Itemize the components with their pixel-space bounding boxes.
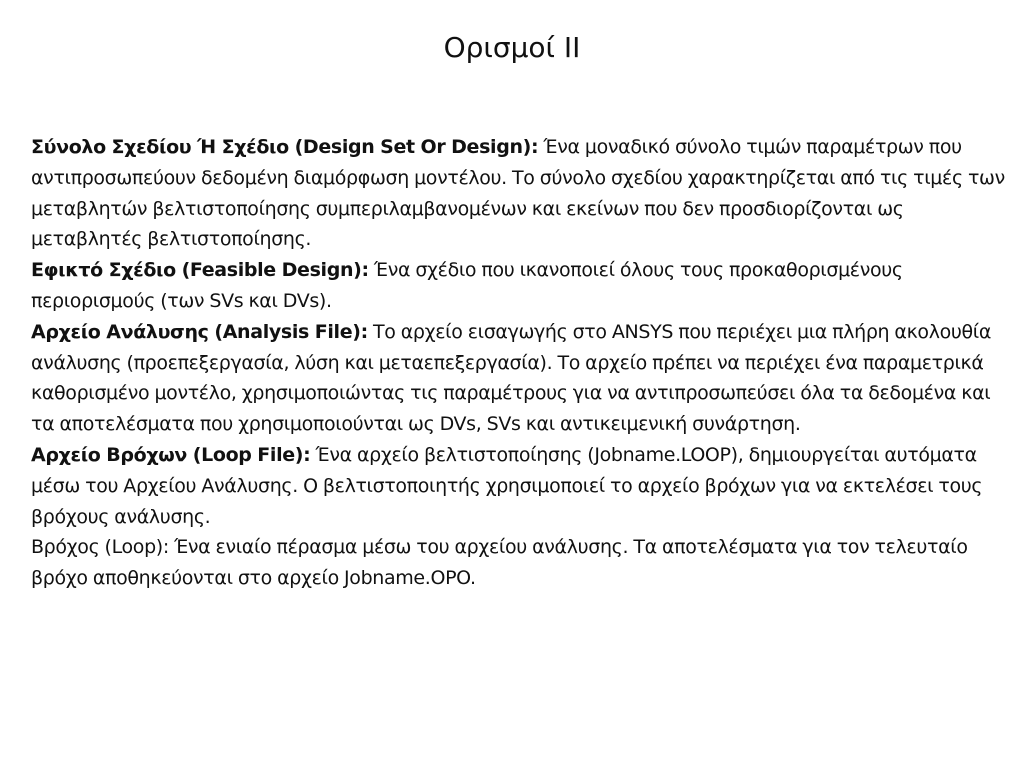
definition-text-loop: Βρόχος (Loop): Ένα ενιαίο πέρασμα μέσω του αρχείου ανάλυσης. Τα αποτελέσματα για τον τελευταίο βρόχο αποθηκεύονται στο αρχείο Jobname.OPO. xyxy=(31,536,968,590)
definition-analysis-file xyxy=(31,317,1007,440)
definition-feasible-design xyxy=(31,255,1007,317)
term-feasible-design: Εφικτό Σχέδιο (Feasible Design): xyxy=(31,259,369,282)
definitions-body xyxy=(31,132,1007,594)
definition-loop-file xyxy=(31,440,1007,532)
slide-title: Ορισμοί ΙΙ xyxy=(443,31,581,64)
definition-design-set xyxy=(31,132,1007,255)
definition-text-feasible-design: Ένα σχέδιο που ικανοποιεί όλους τους προκαθορισμένους περιορισμούς (των SVs και DVs). xyxy=(31,259,903,312)
definition-text-loop-file: Ένα αρχείο βελτιστοποίησης (Jobname.LOOP), δημιουργείται αυτόματα μέσω του Αρχείου Ανάλυσης. Ο βελτιστοποιητής χρησιμοποιεί το αρχείο βρόχων για να εκτελέσει τους βρόχους ανάλυσης. xyxy=(31,443,983,528)
definition-text-analysis-file: Το αρχείο εισαγωγής στο ANSYS που περιέχει μια πλήρη ακολουθία ανάλυσης (προεπεξεργασία, λύση και μεταεπεξεργασία). Το αρχείο πρέπει να περιέχει ένα παραμετρικά καθορισμένο μοντέλο, χρησιμοποιώντας τις παραμέτρους για να αντιπροσωπεύσει όλα τα δεδομένα και τα αποτελέσματα που χρησιμοποιούνται ως DVs, SVs και αντικειμενική συνάρτηση. xyxy=(31,320,992,436)
term-design-set: Σύνολο Σχεδίου Ή Σχέδιο (Design Set Or Design): xyxy=(31,136,539,158)
term-loop-file: Αρχείο Βρόχων (Loop File): xyxy=(31,443,311,466)
definition-text-design-set: Ένα μοναδικό σύνολο τιμών παραμέτρων που αντιπροσωπεύουν δεδομένη διαμόρφωση μοντέλου. Το σύνολο σχεδίου χαρακτηρίζεται από τις τιμές των μεταβλητών βελτιστοποίησης συμπεριλαμβανομένων και εκείνων που δεν προσδιορίζονται ως μεταβλητές βελτιστοποίησης. xyxy=(31,136,1005,251)
definition-loop xyxy=(31,532,1007,594)
term-analysis-file: Αρχείο Ανάλυσης (Analysis File): xyxy=(31,320,368,343)
